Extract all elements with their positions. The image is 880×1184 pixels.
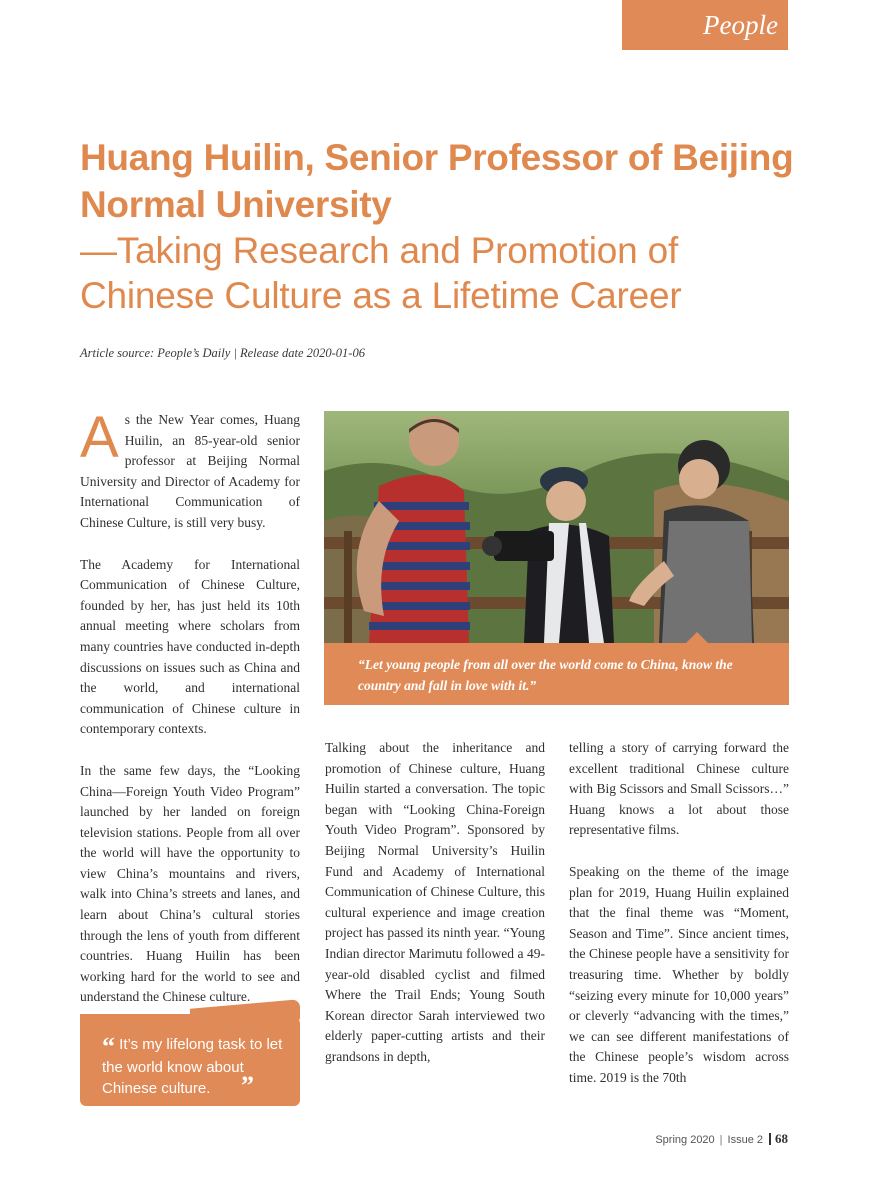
footer-season: Spring 2020	[655, 1134, 715, 1146]
paragraph: telling a story of carrying forward the excellent traditional Chinese culture with Big Scissors and Small Scissors…” Huang knows a lot about those representative films.	[569, 740, 789, 838]
pull-quote	[80, 1014, 300, 1106]
article-photo	[324, 411, 789, 643]
paragraph: Speaking on the theme of the image plan for 2019, Huang Huilin explained that the final theme was “Moment, Season and Time”. Since ancient times, the Chinese people have a sensitivity for treasuring time. Whether by boldly “seizing every minute for 10,000 years” or cleverly “advancing with the times,” we can see different manifestations of the Chinese people’s wisdom across time. 2019 is the 70th	[569, 863, 789, 1085]
footer-issue: Issue 2	[727, 1134, 763, 1146]
paragraph	[80, 405, 300, 534]
open-quote-mark: “	[102, 1032, 115, 1061]
caption-notch	[686, 632, 708, 643]
paragraph: Talking about the inheritance and promotion of Chinese culture, Huang Huilin started a conversation. The topic began with “Looking China-Foreign Youth Video Program”. Sponsored by Beijing Normal University’s Huilin Fund and Academy of International Communication of Chinese Culture, this cultural experience and image creation project has passed its ninth year. “Young Indian director Marimutu followed a 49-year-old disabled cyclist and filmed Where the Trail Ends; Young South Korean director Sarah interviewed two elderly paper-cutting artists and their grandsons in depth,	[325, 740, 545, 1064]
drop-cap: A	[80, 405, 119, 470]
article-source-line: Article source: People’s Daily | Release date 2020-01-06	[80, 346, 365, 360]
pull-quote-text: It’s my lifelong task to let the world know about Chinese culture.	[102, 1036, 283, 1097]
paragraph: The Academy for International Communication of Chinese Culture, founded by her, has just held its 10th annual meeting where scholars from many countries have conducted in-depth discussions on issues such as China and the world, and international communication of Chinese culture in contemporary contexts.	[80, 556, 300, 737]
paragraph: In the same few days, the “Looking China—Foreign Youth Video Program” launched by her landed on foreign television stations. People from all over the world will have the opportunity to view China’s mountains and rivers, walk into China’s streets and lanes, and learn about China’s cultural stories through the lens of youth from different countries. Huang Huilin has been working hard for the world to see and understand the Chinese culture.	[80, 762, 300, 1005]
footer-separator: |	[719, 1134, 723, 1146]
article-title	[80, 134, 810, 318]
page-footer	[560, 1131, 788, 1147]
article-main-title: Huang Huilin, Senior Professor of Beijing Normal University	[80, 137, 794, 225]
photo-caption: “Let young people from all over the world come to China, know the country and fall in love with it.”	[324, 643, 789, 705]
text-column-1	[80, 405, 300, 1029]
footer-bar	[769, 1133, 771, 1145]
text-column-2	[325, 738, 545, 1089]
text-column-3	[569, 738, 789, 1110]
section-tab: People	[622, 0, 788, 50]
page-number: 68	[775, 1131, 788, 1146]
close-quote-mark: ”	[241, 1071, 254, 1100]
paragraph-text: s the New Year comes, Huang Huilin, an 85-year-old senior professor at Beijing Normal University and Director of Academy for International Communication of Chinese Culture, is still very busy.	[80, 412, 300, 530]
article-subtitle: —Taking Research and Promotion of Chinese Culture as a Lifetime Career	[80, 230, 682, 316]
